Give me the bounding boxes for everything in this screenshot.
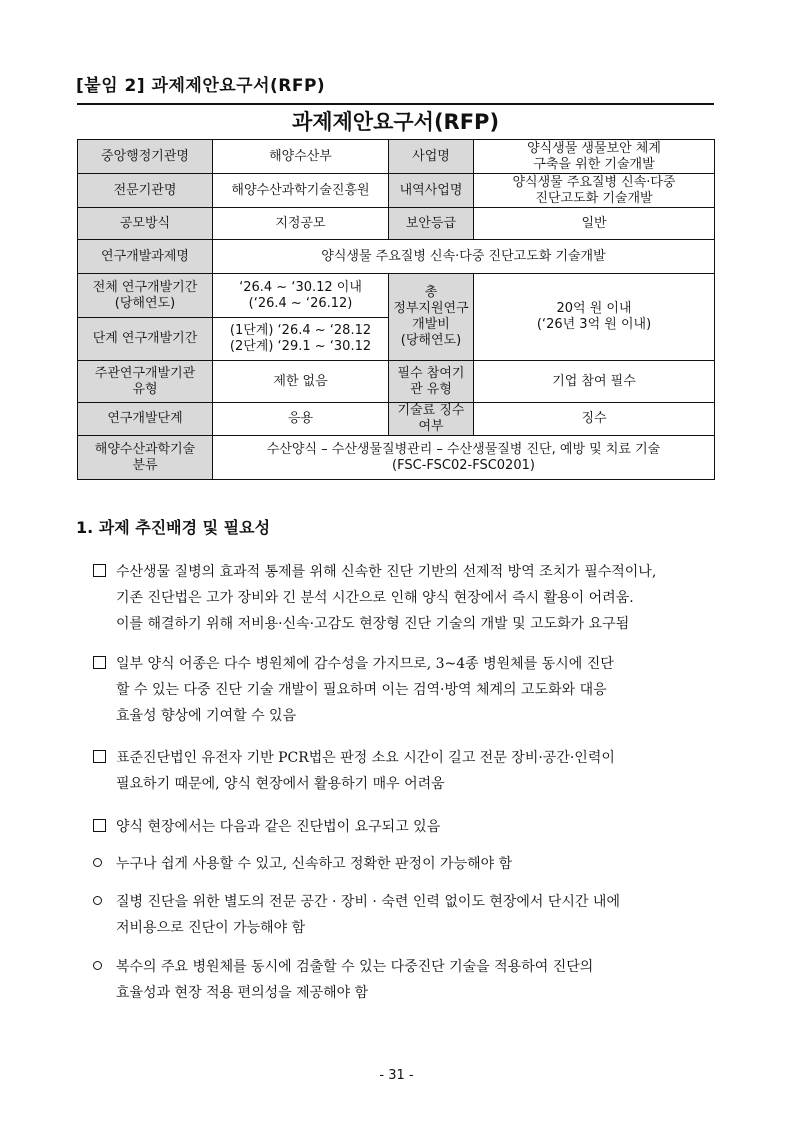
- bullet-item: [116, 851, 717, 877]
- page-number: - 31 -: [379, 1068, 414, 1083]
- project-value: 양식생물 주요질병 신속·다중 진단고도화 기술개발: [213, 240, 715, 274]
- program-value: 양식생물 생물보안 체계 구축을 위한 기술개발: [474, 140, 715, 174]
- program-label: 사업명: [389, 140, 474, 174]
- ministry-value: 해양수산부: [213, 140, 389, 174]
- subprogram-label: 내역사업명: [389, 174, 474, 208]
- bullet-circle-icon: [93, 889, 102, 915]
- fee-value: 징수: [474, 403, 715, 436]
- participant-value: 기업 참여 필수: [474, 361, 715, 403]
- paragraph: [116, 651, 717, 729]
- checkbox-square-icon: [93, 651, 106, 677]
- announce-label: 공모방식: [78, 208, 213, 240]
- paragraph-text: 수산생물 질병의 효과적 통제를 위해 신속한 진단 기반의 선제적 방역 조치가 필수적이나, 기존 진단법은 고가 장비와 긴 분석 시간으로 인해 양식 현장에서 즉시 활용이 어려움. 이를 해결하기 위해 저비용·신속·고감도 현장형 진단 기술의 개발 및 고도화가 요구됨: [116, 564, 657, 632]
- attachment-title: [붙임 2] 과제제안요구서(RFP): [76, 76, 326, 96]
- fee-label: 기술료 징수 여부: [389, 403, 474, 436]
- paragraph-text: 일부 양식 어종은 다수 병원체에 감수성을 가지므로, 3~4종 병원체를 동시에 진단 할 수 있는 다중 진단 기술 개발이 필요하며 이는 검역·방역 체계의 고도화와 대응 효율성 향상에 기여할 수 있음: [116, 656, 614, 724]
- table-row: [78, 240, 715, 274]
- classification-label: 해양수산과학기술 분류: [78, 436, 213, 480]
- table-row: [78, 361, 715, 403]
- bullet-text: 복수의 주요 병원체를 동시에 검출할 수 있는 다중진단 기술을 적용하여 진단의 효율성과 현장 적용 편의성을 제공해야 함: [116, 959, 594, 1001]
- subprogram-value: 양식생물 주요질병 신속·다중 진단고도화 기술개발: [474, 174, 715, 208]
- stage-period-value: (1단계) ‘26.4 ~ ‘28.12 (2단계) ‘29.1 ~ ‘30.12: [213, 318, 389, 361]
- bullet-text: 누구나 쉽게 사용할 수 있고, 신속하고 정확한 판정이 가능해야 함: [116, 856, 513, 872]
- security-value: 일반: [474, 208, 715, 240]
- checkbox-square-icon: [93, 559, 106, 585]
- total-period-value: ‘26.4 ~ ‘30.12 이내 (‘26.4 ~ ‘26.12): [213, 274, 389, 318]
- table-row: [78, 174, 715, 208]
- table-row: [78, 140, 715, 174]
- checkbox-square-icon: [93, 814, 106, 840]
- security-label: 보안등급: [389, 208, 474, 240]
- lead-org-label: 주관연구개발기관 유형: [78, 361, 213, 403]
- table-row: [78, 436, 715, 480]
- agency-value: 해양수산과학기술진흥원: [213, 174, 389, 208]
- project-label: 연구개발과제명: [78, 240, 213, 274]
- paragraph-text: 양식 현장에서는 다음과 같은 진단법이 요구되고 있음: [116, 819, 441, 835]
- budget-value: 20억 원 이내 (‘26년 3억 원 이내): [474, 274, 715, 361]
- paragraph: [116, 814, 717, 840]
- paragraph-text: 표준진단법인 유전자 기반 PCR법은 판정 소요 시간이 길고 전문 장비·공간·인력이 필요하기 때문에, 양식 현장에서 활용하기 매우 어려움: [116, 750, 615, 792]
- bullet-text: 질병 진단을 위한 별도의 전문 공간 · 장비 · 숙련 인력 없이도 현장에서 단시간 내에 저비용으로 진단이 가능해야 함: [116, 894, 620, 936]
- section-title: 1. 과제 추진배경 및 필요성: [76, 518, 271, 537]
- participant-label: 필수 참여기관 유형: [389, 361, 474, 403]
- bullet-item: [116, 889, 717, 941]
- lead-org-value: 제한 없음: [213, 361, 389, 403]
- paragraph: [116, 559, 717, 637]
- announce-value: 지정공모: [213, 208, 389, 240]
- agency-label: 전문기관명: [78, 174, 213, 208]
- stage-label: 연구개발단계: [78, 403, 213, 436]
- paragraph: [116, 745, 717, 797]
- bullet-item: [116, 954, 717, 1006]
- ministry-label: 중앙행정기관명: [78, 140, 213, 174]
- checkbox-square-icon: [93, 745, 106, 771]
- budget-label: 총 정부지원연구개발비 (당해연도): [389, 274, 474, 361]
- bullet-circle-icon: [93, 954, 102, 980]
- table-row: [78, 274, 715, 318]
- rfp-summary-table: [77, 139, 715, 480]
- rfp-heading: 과제제안요구서(RFP): [291, 110, 500, 134]
- bullet-circle-icon: [93, 851, 102, 877]
- table-row: [78, 403, 715, 436]
- total-period-label: 전체 연구개발기간 (당해연도): [78, 274, 213, 318]
- classification-value: 수산양식 – 수산생물질병관리 – 수산생물질병 진단, 예방 및 치료 기술 (FSC-FSC02-FSC0201): [213, 436, 715, 480]
- table-row: [78, 208, 715, 240]
- stage-period-label: 단계 연구개발기간: [78, 318, 213, 361]
- stage-value: 응용: [213, 403, 389, 436]
- top-rule: [77, 103, 714, 105]
